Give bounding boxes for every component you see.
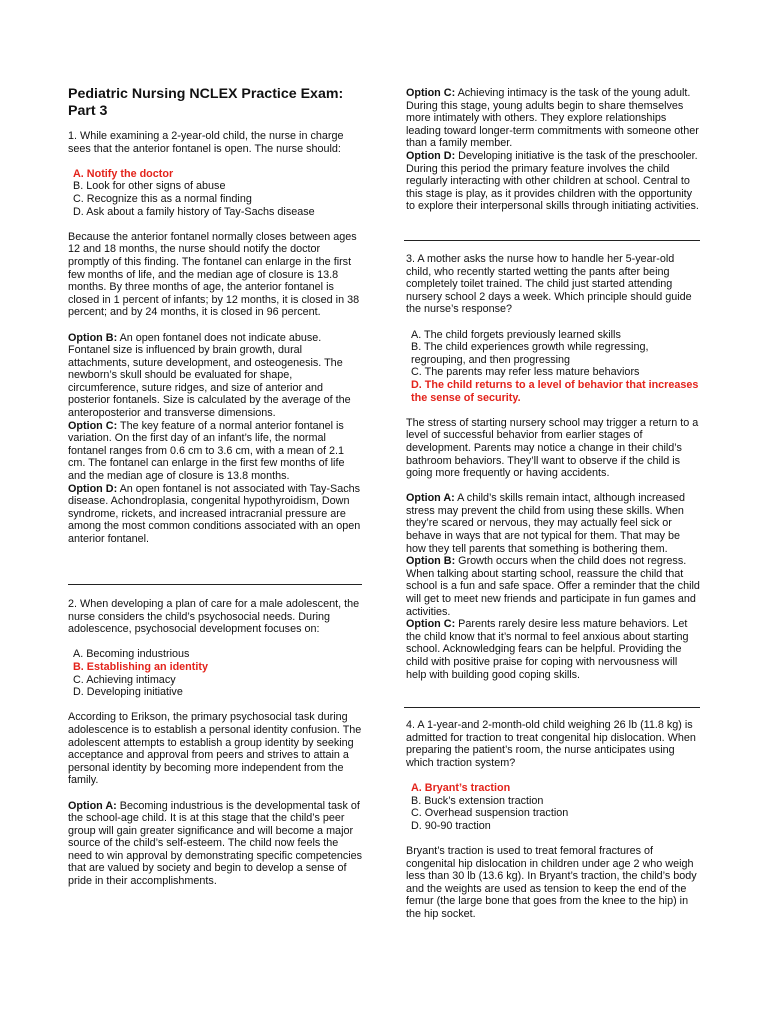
option-rationale: The key feature of a normal anterior fontanel is variation. On the first day of an infant’s life, the normal fontanel ranges from 0.6 cm to 3.6 cm, with a mean of 2.1 cm. The fontanel can enlarge in the first few months of life and the median age of closure is 13.8 months. [68,419,345,483]
rationale-paragraph [406,618,700,681]
answer-option: C. The parents may refer less mature behaviors [411,366,640,379]
rationale-paragraph [68,800,364,888]
question-1 [68,130,364,546]
option-rationale: Developing initiative is the task of the preschooler. During this period the primary feature involves the child regularly interacting with other children at school. Central to this stage is play, as it provides children with the opportunity to explore their interpersonal skills through initiating activities. [406,149,699,213]
rationale-paragraph [68,420,364,483]
answer-option: B. Establishing an identity [73,660,208,673]
question-4 [406,719,700,921]
question-2-options [68,648,364,698]
question-4-stem: 4. A 1-year-and 2-month-old child weighing 26 lb (11.8 kg) is admitted for traction to treat congenital hip dislocation. When preparing the patient’s room, the nurse anticipates using which traction system? [406,719,696,769]
option-rationale: Becoming industrious is the developmental task of the school-age child. It is at this stage that the child’s peer group will gain greater significance and will become a major source of the child’s self-esteem. The child now feels the need to win approval by demonstrating specific competencies that are valued by society and begin to develop a sense of pride in their accomplishments. [68,799,363,888]
option-rationale: Growth occurs when the child does not regress. When talking about starting school, reassure the child that school is a fun and safe space. Offer a reminder that the child will get to meet new friends and participate in fun games and activities. [406,555,700,618]
question-3-explanation: The stress of starting nursery school may trigger a return to a level of successful behavior from earlier stages of development. Parents may notice a change in their child’s bathroom behaviors. They’ll want to observe if the child is going more frequently or having accidents. [406,416,699,480]
answer-option: B. Buck’s extension traction [411,794,544,807]
answer-option: D. Ask about a family history of Tay-Sachs disease [73,205,315,218]
option-rationale: A child’s skills remain intact, although increased stress may prevent the child from using these skills. When they’re scared or nervous, they may actually feel sick or behave in ways that are not typical for them. That may be how they tell parents that something is bothering them. [406,492,686,555]
answer-option: C. Overhead suspension traction [411,807,569,820]
option-rationale: Parents rarely desire less mature behaviors. Let the child know that it’s normal to feel anxious about starting school. Acknowledging fears can be helpful. Providing the child with positive praise for coping with nervousness will help with building good coping skills. [406,618,689,681]
question-3-stem: 3. A mother asks the nurse how to handle her 5-year-old child, who recently started wetting the pants after being completely toilet trained. The child just started attending nursery school 2 days a week. Which principle should guide the nurse’s response? [406,253,692,316]
section-divider [68,584,362,585]
option-rationale: An open fontanel is not associated with Tay-Sachs disease. Achondroplasia, congenital hypothyroidism, Down syndrome, rickets, and increased intracranial pressure are among the most common conditions associated with an open anterior fontanel. [68,482,361,545]
question-2-stem: 2. When developing a plan of care for a male adolescent, the nurse considers the child’s psychosocial needs. During adolescence, psychosocial development focuses on: [68,598,360,636]
rationale-paragraph [68,483,364,546]
answer-option: A. Bryant’s traction [411,781,511,794]
rationale-paragraph [406,150,700,213]
option-lead: Option A: [406,492,455,505]
option-lead: Option D: [406,149,456,162]
question-2 [68,598,364,888]
answer-option: A. Becoming industrious [73,648,190,661]
answer-option: D. 90-90 traction [411,819,491,832]
answer-option: A. Notify the doctor [73,167,174,180]
option-lead: Option C: [406,618,456,631]
question-3 [406,253,700,681]
answer-option: B. Look for other signs of abuse [73,180,226,193]
rationale-paragraph [406,492,700,555]
answer-option: B. The child experiences growth while regressing, regrouping, and then progressing [411,341,649,366]
question-4-explanation: Bryant’s traction is used to treat femoral fractures of congenital hip dislocation in children under age 2 who weigh less than 30 lb (13.6 kg). In Bryant’s traction, the child’s body and the weights are used as tension to keep the end of the femur (the large bone that goes from the knee to the hip) in the hip socket. [406,844,697,920]
rationale-paragraph [406,555,700,618]
answer-option: C. Recognize this as a normal finding [73,192,252,205]
question-1-explanation: Because the anterior fontanel normally closes between ages 12 and 18 months, the nurse should notify the doctor promptly of this finding. The fontanel can enlarge in the first few months of life, and the median age of closure is 13.8 months. By three months of age, the anterior fontanel is closed in 1 percent of infants; by 12 months, it is closed in 38 percent; and by 24 months, it is closed in 96 percent. [68,230,360,319]
page-title: Pediatric Nursing NCLEX Practice Exam: Part 3 [68,86,344,119]
option-lead: Option A: [68,799,117,812]
question-2-continued [406,87,700,213]
answer-option: D. Developing initiative [73,686,183,699]
answer-option: C. Achieving intimacy [73,673,176,686]
rationale-paragraph [406,87,700,150]
option-lead: Option B: [406,555,456,568]
option-lead: Option D: [68,482,118,495]
answer-option: D. The child returns to a level of behavior that increases the sense of security. [411,378,699,404]
option-lead: Option C: [406,87,456,99]
option-rationale: Achieving intimacy is the task of the young adult. During this stage, young adults begin to share themselves more intimately with others. They explore relationships leading toward longer-term commitments with someone other than a family member. [406,87,699,150]
question-1-stem: 1. While examining a 2-year-old child, the nurse in charge sees that the anterior fontanel is open. The nurse should: [68,130,344,155]
option-lead: Option C: [68,419,118,432]
option-lead: Option B: [68,331,118,344]
question-4-options [406,782,700,832]
question-1-options [68,168,364,218]
section-divider [404,707,700,708]
answer-option: A. The child forgets previously learned skills [411,328,621,341]
question-2-explanation: According to Erikson, the primary psychosocial task during adolescence is to establish a personal identity confusion. The adolescent attempts to establish a group identity by seeking acceptance and approval from peers and strives to attain a personal identity by becoming more independent from the family. [68,711,362,787]
option-rationale: An open fontanel does not indicate abuse. Fontanel size is influenced by brain growth, dural attachments, suture development, and osteogenesis. The newborn’s skull should be evaluated for shape, circumference, suture ridges, and size of anterior and posterior fontanels. Size is calculated by the average of the anteroposterior and transverse dimensions. [68,331,351,420]
section-divider [404,240,700,241]
rationale-paragraph [68,332,364,420]
question-3-options [406,329,700,405]
